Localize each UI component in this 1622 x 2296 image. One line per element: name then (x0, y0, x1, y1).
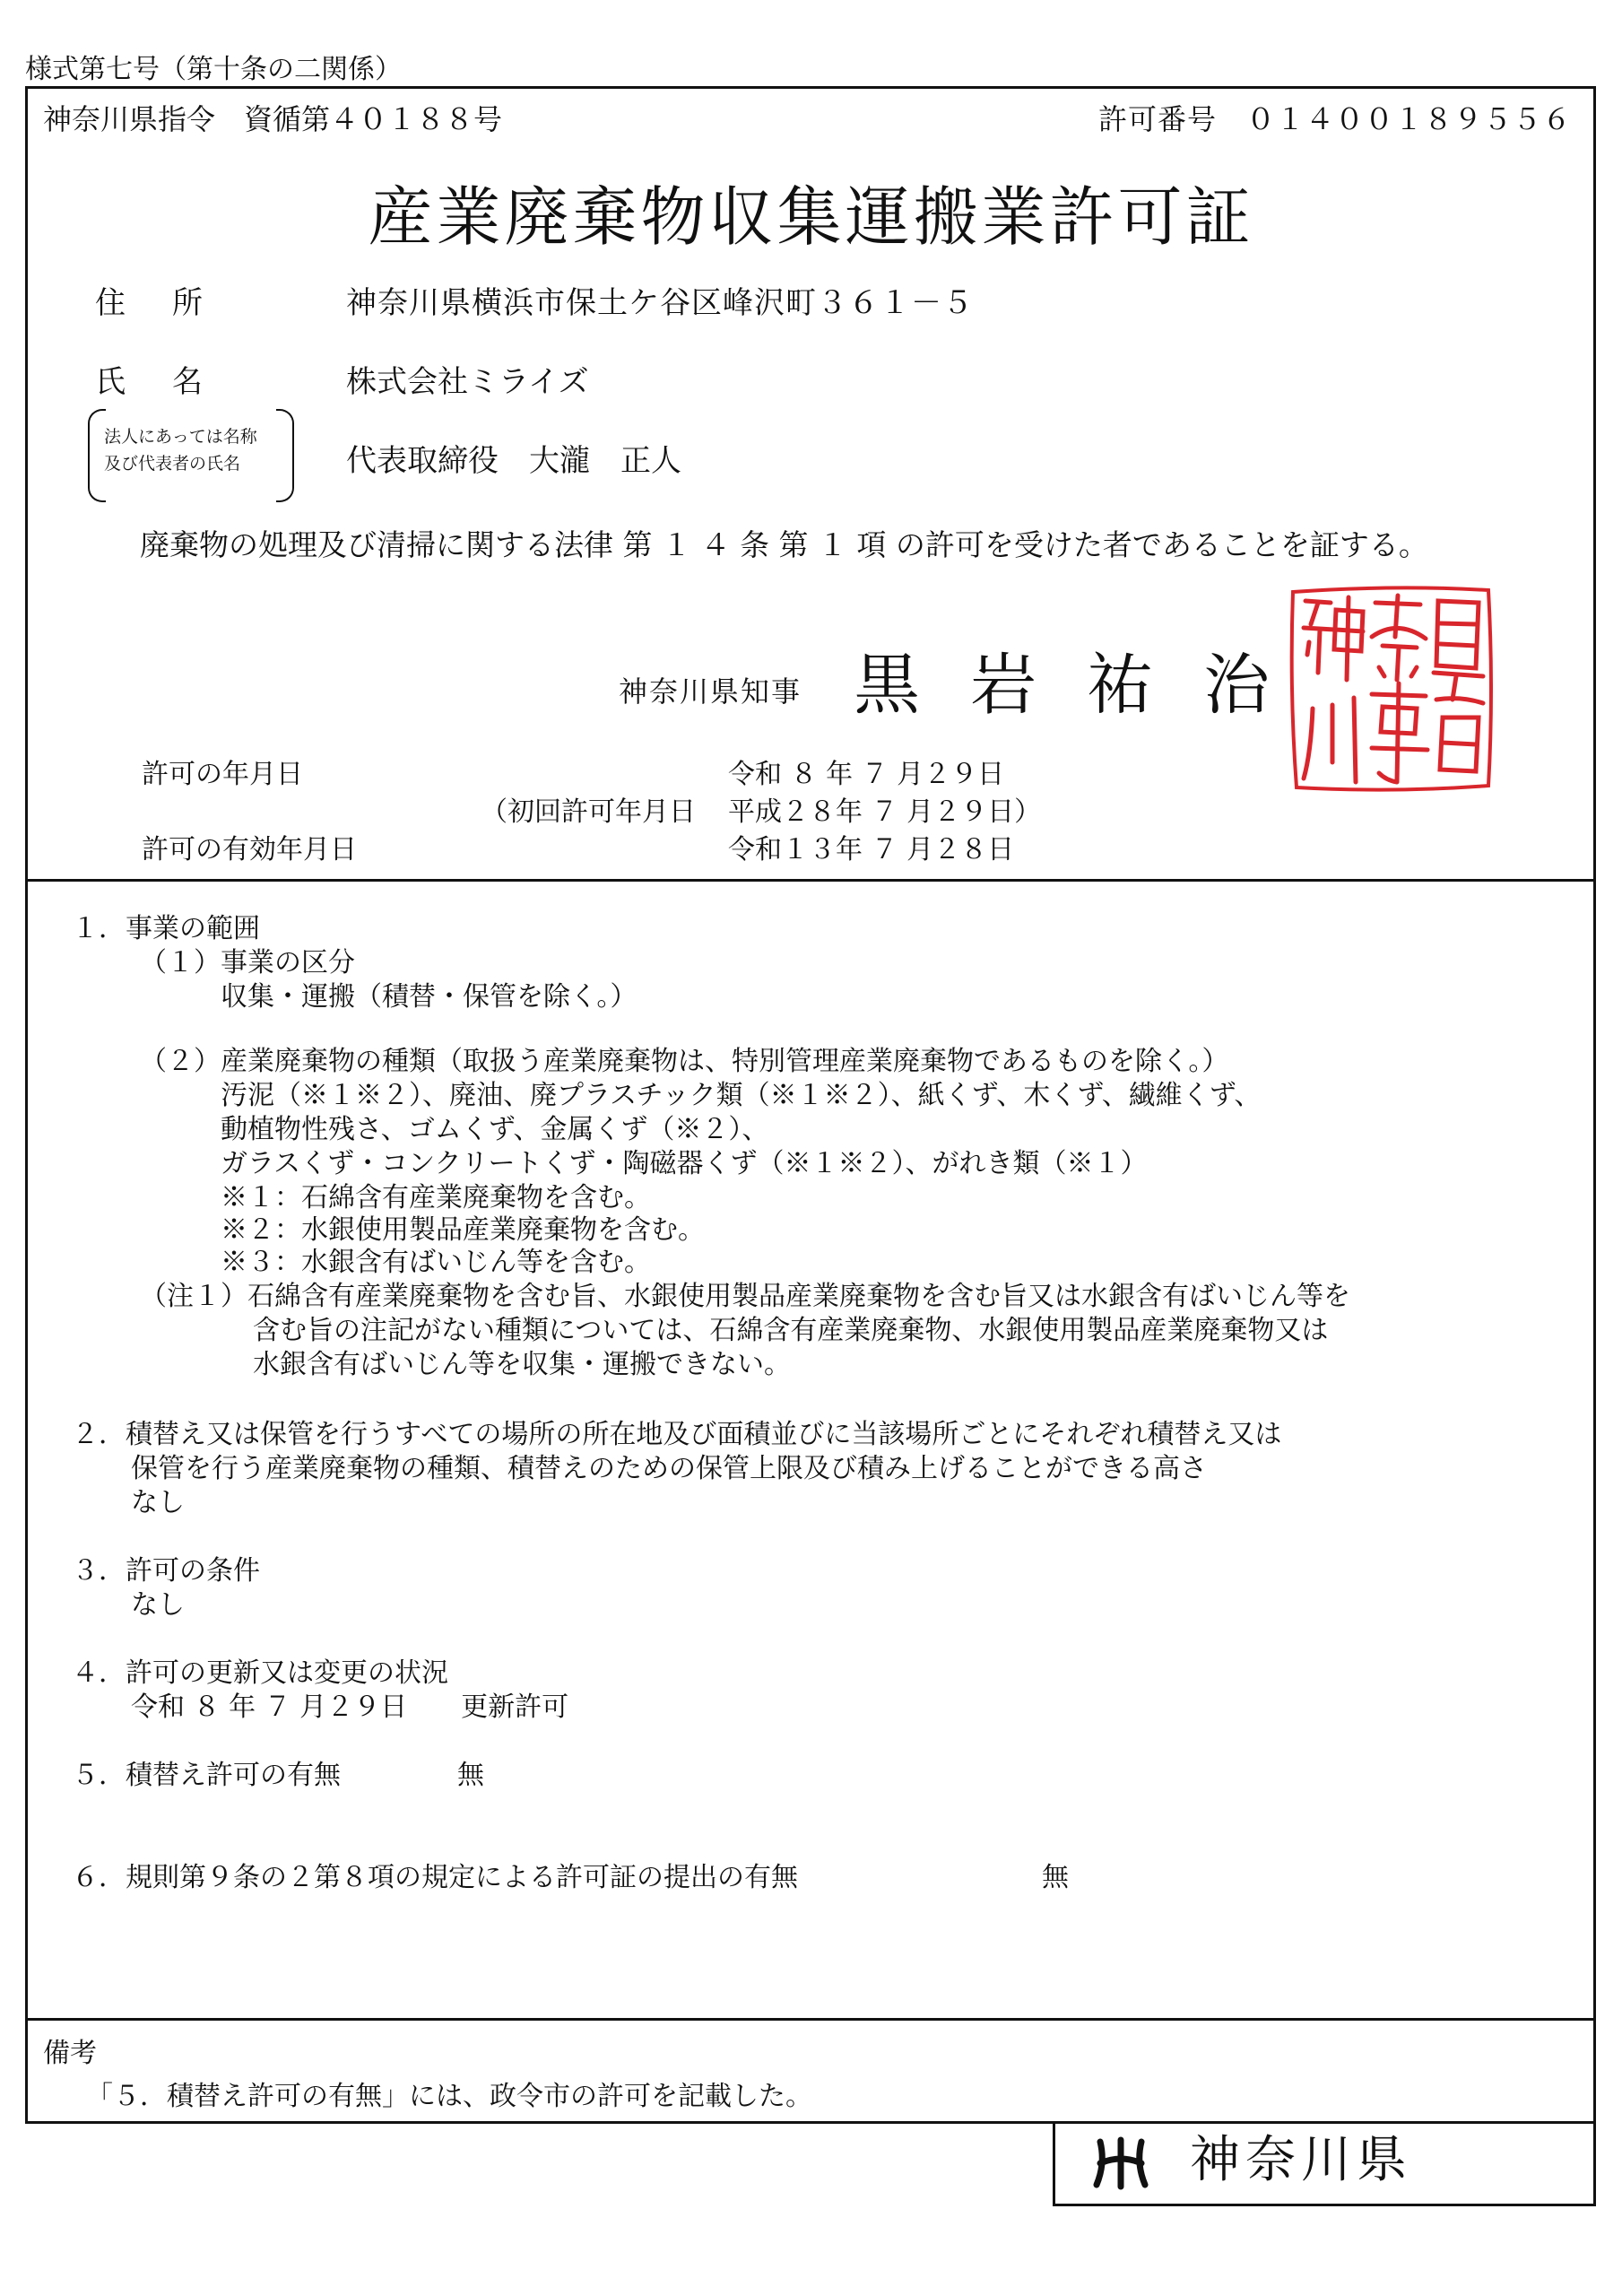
representative-name: 代表取締役 大瀧 正人 (346, 443, 681, 479)
section-heading-submission: ６．規則第９条の２第８項の規定による許可証の提出の有無 (72, 1862, 798, 1893)
section-divider (25, 879, 1596, 882)
governor-name: 黒岩祐治 (854, 647, 1320, 724)
prefecture-footer (1053, 2124, 1596, 2206)
permit-date-label: 許可の年月日 (142, 759, 303, 790)
conditions-value: なし (131, 1589, 185, 1621)
corporate-note-line-2: 及び代表者の氏名 (104, 454, 241, 474)
note-1-line-3: 水銀含有ばいじん等を収集・運搬できない。 (253, 1349, 791, 1380)
expiry-date-label: 許可の有効年月日 (142, 834, 357, 865)
subsection-business-type: （１）事業の区分 (140, 947, 355, 978)
note-1-line-1: （注１）石綿含有産業廃棄物を含む旨、水銀使用製品産業廃棄物を含む旨又は水銀含有ばいじん等を (140, 1281, 1350, 1312)
prefecture-name: 神奈川県 (1190, 2131, 1412, 2189)
directive-number: 神奈川県指令 資循第４０１８８号 (43, 102, 503, 136)
waste-types-line-1: 汚泥（※１※２）、廃油、廃プラスチック類（※１※２）、紙くず、木くず、繊維くず、 (221, 1080, 1262, 1111)
footnote-3: ※３：水銀含有ばいじん等を含む。 (221, 1247, 651, 1278)
remarks-label: 備考 (43, 2038, 97, 2069)
law-statement: 廃棄物の処理及び清掃に関する法律 第 １ ４ 条 第 １ 項 の許可を受けた者であることを証する。 (140, 527, 1428, 562)
section-heading-scope: １．事業の範囲 (72, 913, 260, 944)
storage-value: なし (131, 1487, 185, 1518)
address-label: 住所 (95, 285, 249, 321)
name-label: 氏名 (95, 364, 249, 400)
note-1-line-2: 含む旨の注記がない種類については、石綿含有産業廃棄物、水銀使用製品産業廃棄物又は (253, 1315, 1329, 1346)
address-value: 神奈川県横浜市保土ケ谷区峰沢町３６１－５ (346, 285, 974, 321)
permit-number: 許可番号 ０１４００１８９５５６ (1097, 102, 1572, 136)
initial-permit-value: 平成２８年 ７ 月２９日） (728, 796, 1042, 828)
footnote-1: ※１：石綿含有産業廃棄物を含む。 (221, 1182, 651, 1213)
official-seal-icon (1286, 583, 1497, 796)
form-number-note: 様式第七号（第十条の二関係） (25, 54, 402, 85)
initial-permit-label: （初回許可年月日 (481, 796, 696, 828)
transfer-value: 無 (457, 1760, 484, 1791)
permit-date-value: 令和 ８ 年 ７ 月２９日 (728, 759, 1005, 790)
subsection-waste-types: （２）産業廃棄物の種類（取扱う産業廃棄物は、特別管理産業廃棄物であるものを除く。） (140, 1046, 1229, 1077)
storage-description: 保管を行う産業廃棄物の種類、積替えのための保管上限及び積み上げることができる高さ (131, 1453, 1207, 1484)
waste-types-line-3: ガラスくず・コンクリートくず・陶磁器くず（※１※２）、がれき類（※１） (221, 1148, 1148, 1179)
section-heading-storage: ２．積替え又は保管を行うすべての場所の所在地及び面積並びに当該場所ごとにそれぞれ積替え又は (72, 1419, 1282, 1450)
kanagawa-emblem-icon (1091, 2136, 1150, 2190)
section-heading-conditions: ３．許可の条件 (72, 1555, 260, 1587)
section-heading-renewal: ４．許可の更新又は変更の状況 (72, 1657, 448, 1689)
page-title: 産業廃棄物収集運搬業許可証 (368, 179, 1254, 255)
submission-value: 無 (1042, 1862, 1069, 1893)
corporate-note-bracket (88, 409, 294, 502)
company-name: 株式会社ミライズ (346, 364, 589, 400)
expiry-date-value: 令和１３年 ７ 月２８日 (728, 834, 1015, 865)
remarks-divider (25, 2018, 1596, 2021)
footnote-2: ※２：水銀使用製品産業廃棄物を含む。 (221, 1214, 705, 1246)
section-heading-transfer: ５．積替え許可の有無 (72, 1760, 341, 1791)
governor-title: 神奈川県知事 (619, 674, 802, 709)
remarks-text: 「５．積替え許可の有無」には、政令市の許可を記載した。 (86, 2081, 812, 2112)
corporate-note-line-1: 法人にあっては名称 (104, 427, 257, 447)
renewal-value: 令和 ８ 年 ７ 月２９日 更新許可 (131, 1692, 569, 1723)
business-type-value: 収集・運搬（積替・保管を除く。） (221, 981, 638, 1013)
waste-types-line-2: 動植物性残さ、ゴムくず、金属くず（※２）、 (221, 1114, 769, 1145)
